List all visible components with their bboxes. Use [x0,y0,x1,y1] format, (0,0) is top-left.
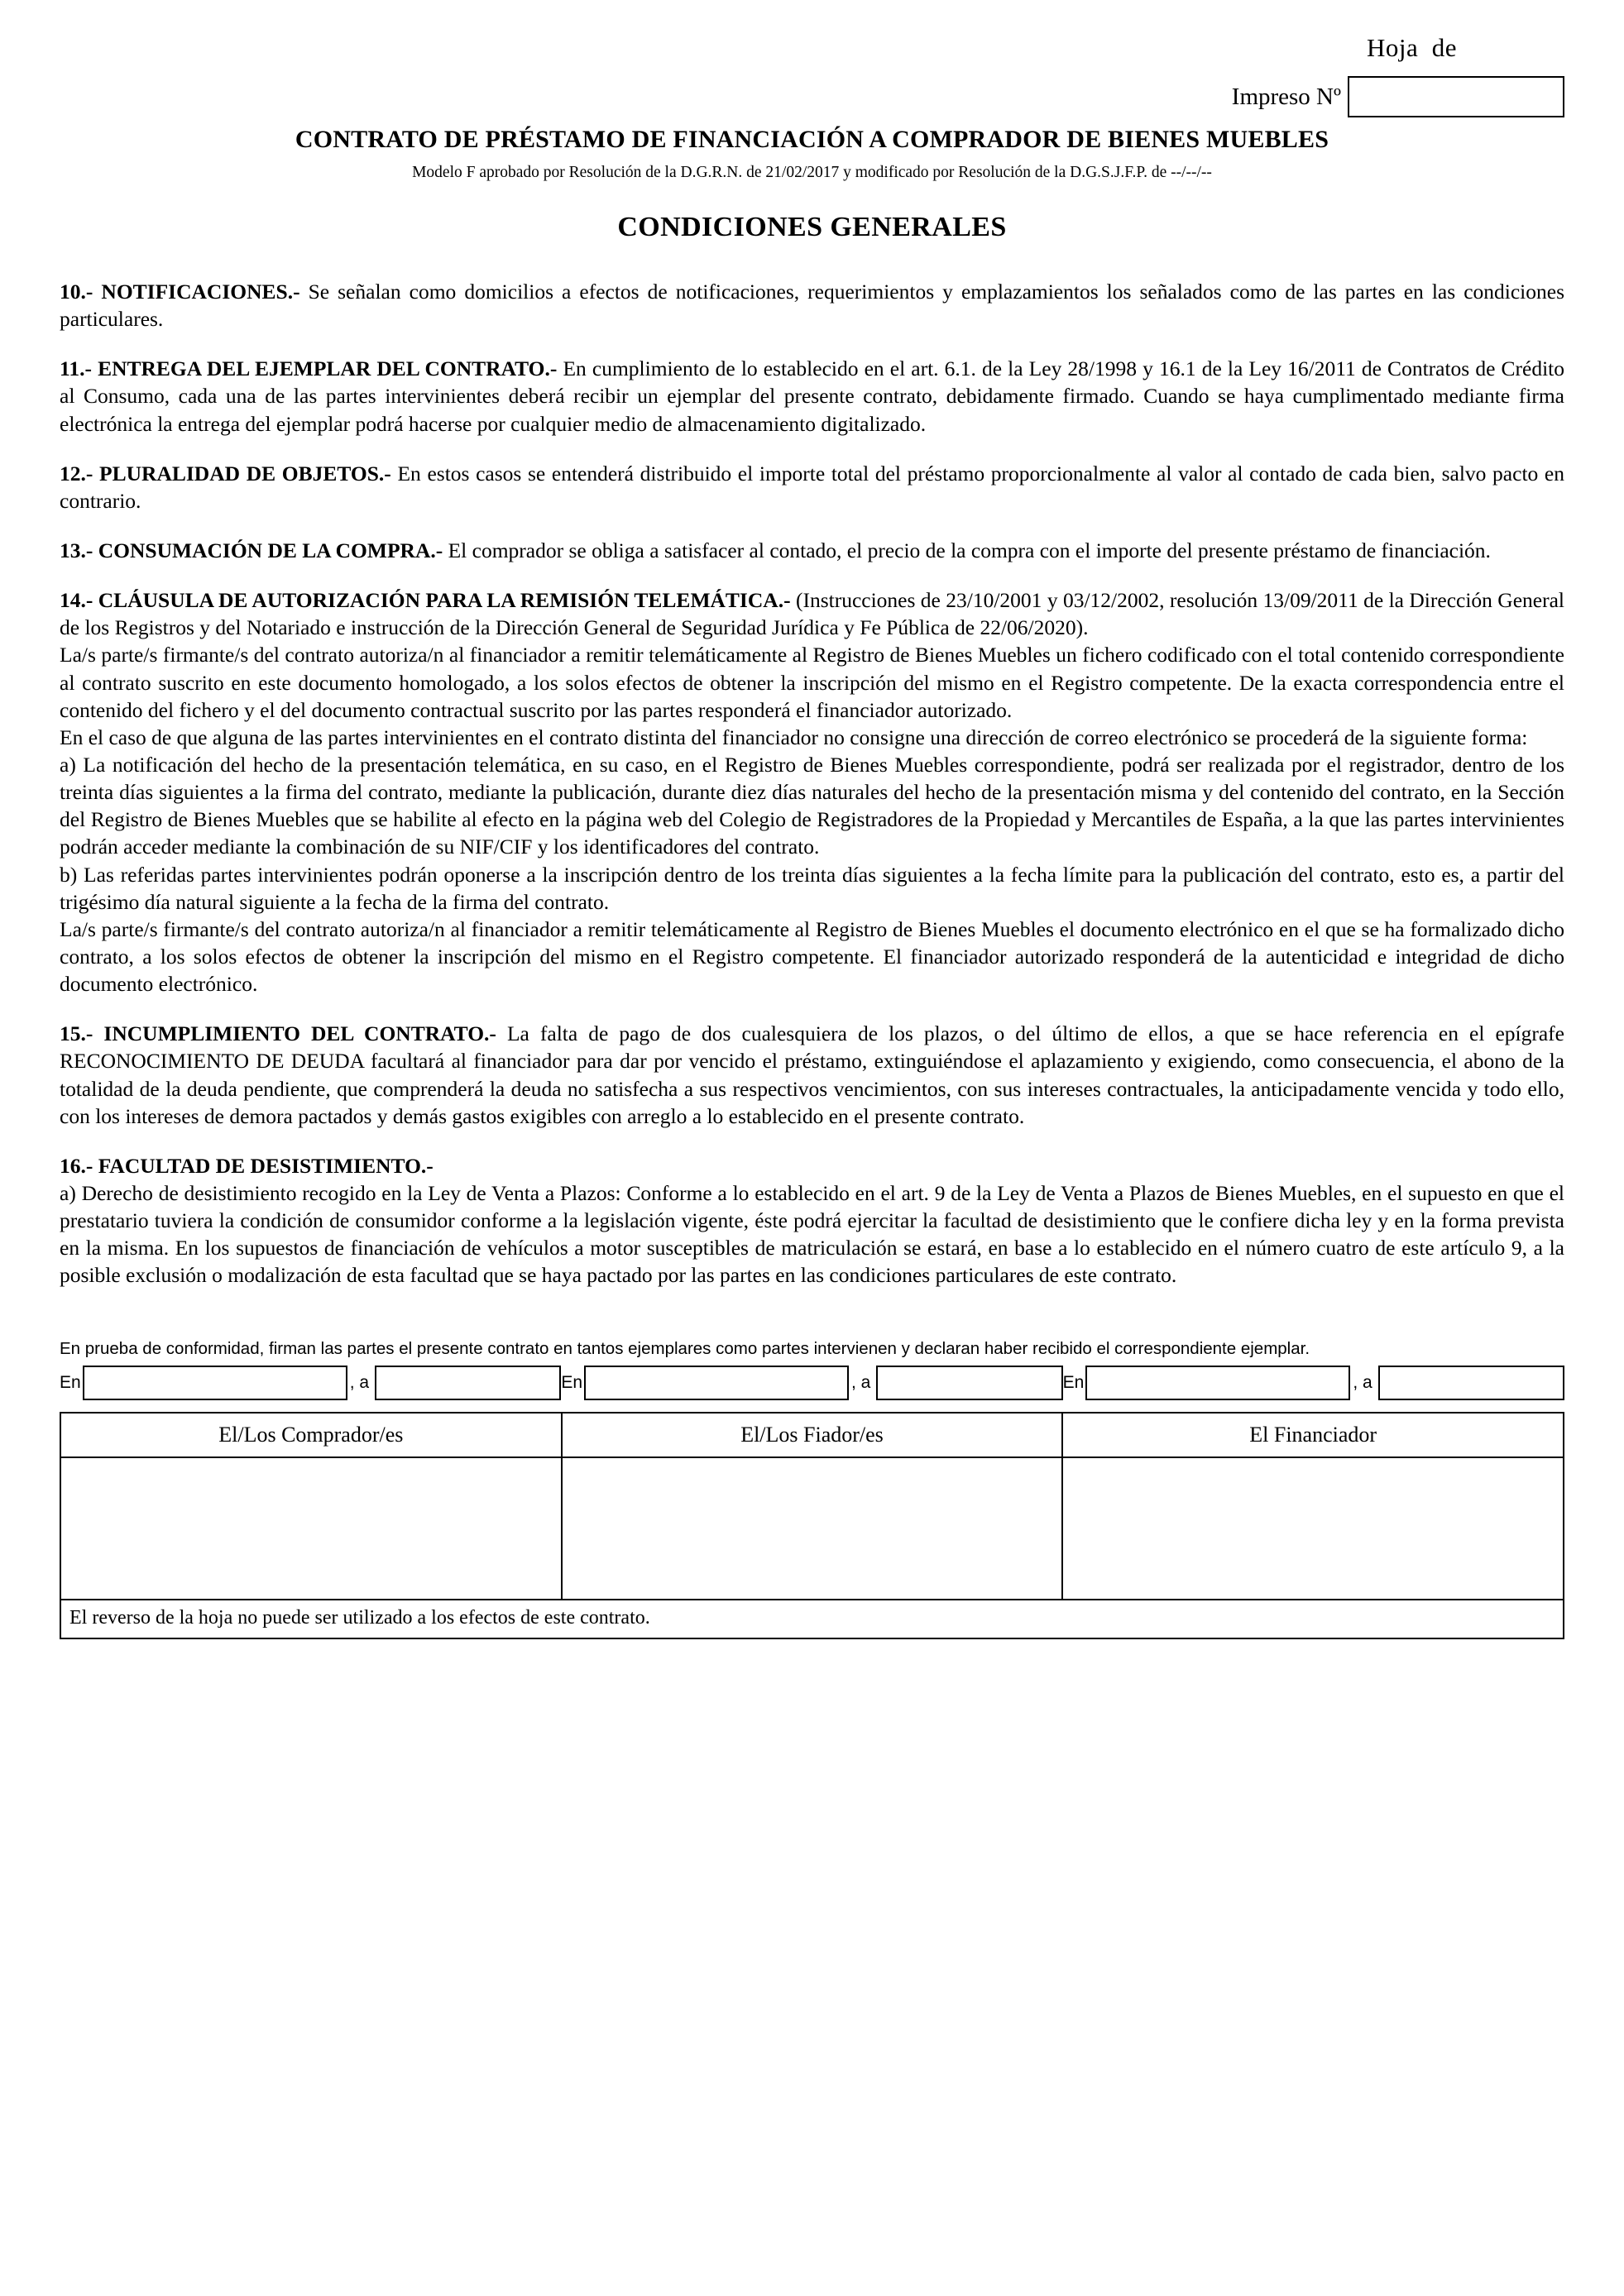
signature-location-group-1 [60,1366,561,1400]
clause-14-text-2: En el caso de que alguna de las partes intervinientes en el contrato distinta del financiador no consigne una dirección de correo electrónico se procederá de la siguiente forma: [60,725,1528,749]
section-title: CONDICIONES GENERALES [617,212,1007,242]
sheet-number-label: Hoja de [1366,33,1457,62]
sheet-number-row [60,33,1564,63]
date-input-3[interactable] [1378,1366,1564,1400]
comma-a-2: , a [851,1372,871,1392]
clause-11-text: En cumplimiento de lo establecido en el art. 6.1. de la Ley 28/1998 y 16.1 de la Ley 16/2011 de Contratos de Crédito al Consumo, cada una de las partes intervinientes deberá recibir un ejemplar del presente contrato, debidamente firmado. Cuando se haya cumplimentado mediante firma electrónica la entrega del ejemplar podrá hacerse por cualquier medio de almacenamiento digitalizado. [60,356,1564,436]
location-input-2[interactable] [584,1366,849,1400]
clause-15-text: La falta de pago de dos cualesquiera de los plazos, o del último de ellos, a que se hace referencia en el epígrafe RECONOCIMIENTO DE DEUDA facultará al financiador para dar por vencido el préstamo, extinguiéndose el aplazamiento y exigiendo, como consecuencia, el abono de la totalidad de la deuda pendiente, que comprenderá la deuda no satisfecha a sus respectivos vencimientos, con sus intereses contractuales, la anticipadamente vencida y todo ello, con los intereses de demora pactados y demás gastos exigibles con arreglo a lo establecido en el presente contrato. [60,1021,1564,1128]
clause-11-lead: 11.- ENTREGA DEL EJEMPLAR DEL CONTRATO.- [60,356,558,381]
signature-table [60,1412,1564,1600]
clause-12 [60,460,1564,514]
en-label-3: En [1062,1372,1085,1392]
clause-14-text-5: La/s parte/s firmante/s del contrato autoriza/n al financiador a remitir telemáticamente al Registro de Bienes Muebles el documento electrónico en el que se ha formalizado dicho contrato, a los solos efectos de obtener la inscripción del mismo en el Registro competente. El financiador autorizado responderá de la autenticidad e integridad de dicho documento electrónico. [60,916,1564,997]
comma-a-1: , a [349,1372,370,1392]
clause-12-lead: 12.- PLURALIDAD DE OBJETOS.- [60,461,391,486]
clause-16-text-a: a) Derecho de desistimiento recogido en la Ley de Venta a Plazos: Conforme a lo establecido en el art. 9 de la Ley de Venta a Plazos de Bienes Muebles, en el supuesto en que el prestatario tuviera la condición de consumidor conforme a la legislación vigente, éste podrá ejercitar la facultad de desistimiento que le confiere dicha ley y en la forma prevista en la misma. En los supuestos de financiación de vehículos a motor susceptibles de matriculación se estará, en base a lo establecido en el número cuatro de este artículo 9, a la posible exclusión o modalización de esta facultad que se haya pactado por las partes en las condiciones particulares de este contrato. [60,1180,1564,1288]
document-subtitle: Modelo F aprobado por Resolución de la D.G.R.N. de 21/02/2017 y modificado por Resolución de la D.G.S.J.F.P. de --/--/-- [412,164,1212,181]
clause-16 [60,1152,1564,1289]
clause-10-text: Se señalan como domicilios a efectos de notificaciones, requerimientos y emplazamientos los señalados como de las partes en las condiciones particulares. [60,280,1564,332]
reverse-side-note: El reverso de la hoja no puede ser utilizado a los efectos de este contrato. [60,1600,1564,1639]
clause-12-text: En estos casos se entenderá distribuido el importe total del préstamo proporcionalmente al valor al contado de cada bien, salvo pacto en contrario. [60,461,1564,513]
en-label-2: En [561,1372,583,1392]
clause-13-lead: 13.- CONSUMACIÓN DE LA COMPRA.- [60,538,443,562]
signature-location-group-3 [1063,1366,1564,1400]
clause-13-text: El comprador se obliga a satisfacer al contado, el precio de la compra con el importe del presente préstamo de financiación. [443,538,1491,562]
impreso-row [60,76,1564,117]
signature-header-guarantor: El/Los Fiador/es [562,1413,1063,1457]
impreso-label: Impreso Nº [1231,83,1341,110]
clause-14-text-1: La/s parte/s firmante/s del contrato autoriza/n al financiador a remitir telemáticamente al Registro de Bienes Muebles un fichero codificado con el total contenido correspondiente al contrato suscrito en este documento homologado, a los solos efectos de obtener la inscripción del mismo en el Registro competente. De la exacta correspondencia entre el contenido del fichero y el del documento contractual suscrito por las partes responderá el financiador autorizado. [60,643,1564,722]
en-label-1: En [60,1372,81,1392]
impreso-input[interactable] [1348,76,1564,117]
clause-15-lead: 15.- INCUMPLIMIENTO DEL CONTRATO.- [60,1021,496,1046]
signature-location-row [60,1366,1564,1400]
date-input-2[interactable] [876,1366,1062,1400]
clause-14-text-3: a) La notificación del hecho de la presentación telemática, en su caso, en el Registro de Bienes Muebles correspondiente, podrá ser realizada por el registrador, dentro de los treinta días siguientes a la firma del contrato, mediante la publicación, durante diez días naturales del hecho de la presentación misma y del contenido del contrato, en la Sección del Registro de Bienes Muebles que se habilite al efecto en la página web del Colegio de Registradores de la Propiedad y Mercantiles de España, a la que las partes intervinientes podrán acceder mediante la combinación de su NIF/CIF y los identificadores del contrato. [60,752,1564,859]
clause-14-text-4: b) Las referidas partes intervinientes podrán oponerse a la inscripción dentro de los treinta días siguientes a la fecha límite para la publicación del contrato, esto es, a partir del trigésimo día natural siguiente a la fecha de la firma del contrato. [60,862,1564,914]
date-input-1[interactable] [375,1366,561,1400]
clause-10 [60,278,1564,332]
signature-header-buyer: El/Los Comprador/es [60,1413,562,1457]
comma-a-3: , a [1353,1372,1372,1392]
clause-15 [60,1020,1564,1130]
signature-box-guarantor[interactable] [562,1457,1063,1600]
location-input-1[interactable] [83,1366,347,1400]
signature-header-row [60,1413,1564,1457]
clause-14-text-0: (Instrucciones de 23/10/2001 y 03/12/2002, resolución 13/09/2011 de la Dirección General de los Registros y del Notariado e instrucción de la Dirección General de Seguridad Jurídica y Fe Pública de 22/06/2020). [60,588,1564,640]
signature-box-row [60,1457,1564,1600]
clause-14-lead: 14.- CLÁUSULA DE AUTORIZACIÓN PARA LA REMISIÓN TELEMÁTICA.- [60,588,791,613]
signature-box-financier[interactable] [1062,1457,1564,1600]
document-title: CONTRATO DE PRÉSTAMO DE FINANCIACIÓN A COMPRADOR DE BIENES MUEBLES [295,126,1329,153]
clause-16-lead: 16.- FACULTAD DE DESISTIMIENTO.- [60,1153,434,1178]
clause-13 [60,537,1564,564]
signature-box-buyer[interactable] [60,1457,562,1600]
location-input-3[interactable] [1085,1366,1350,1400]
clause-14 [60,586,1564,997]
conformity-note: En prueba de conformidad, firman las partes el presente contrato en tantos ejemplares como partes intervienen y declaran haber recibido el correspondiente ejemplar. [60,1338,1310,1358]
signature-location-group-2 [561,1366,1062,1400]
clause-10-lead: 10.- NOTIFICACIONES.- [60,280,300,304]
clause-11 [60,355,1564,437]
signature-header-financier: El Financiador [1062,1413,1564,1457]
clause-list [60,278,1564,1289]
